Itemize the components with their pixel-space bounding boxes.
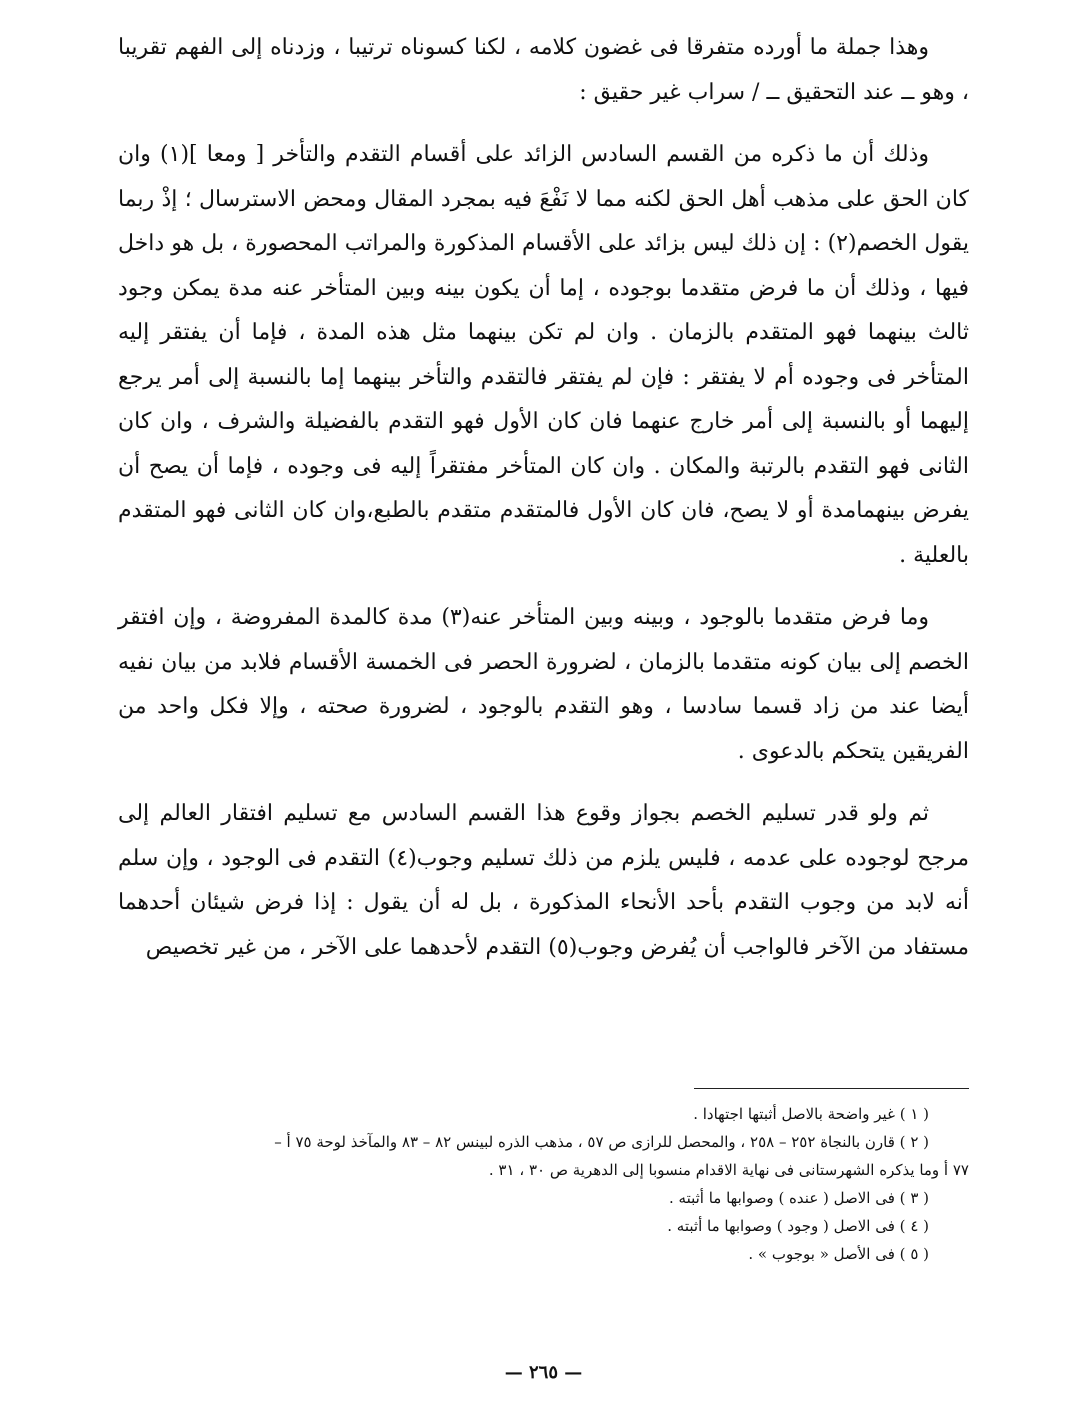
paragraph-1: وهذا جملة ما أورده متفرقا فى غضون كلامه ، لكنا كسوناه ترتيبا ، وزدناه إلى الفهم تقريبا ، وهو ــ عند التحقيق ــ / سراب غير حقيق : <box>118 35 969 105</box>
footnote-separator <box>694 1088 969 1089</box>
page-number: — ٢٦٥ — <box>504 1362 583 1383</box>
paragraph-3: وما فرض متقدما بالوجود ، وبينه وبين المتأخر عنه(٣) مدة كالمدة المفروضة ، وإن افتقر الخصم إلى بيان كونه متقدما بالزمان ، لضرورة الحصر فى الخمسة الأقسام فلابد من بيان نفيه أيضا عند من زاد قسما سادسا ، وهو التقدم بالوجود ، لضرورة صحته ، وإلا فكل واحد من الفريقين يتحكم بالدعوى . <box>118 605 969 764</box>
footnote-2-continuation: ٧٧ أ وما يذكره الشهرستانى فى نهاية الاقدام منسوبا إلى الدهرية ص ٣٠ ، ٣١ . <box>488 1161 969 1179</box>
footnote-1: ( ١ ) غير واضحة بالاصل أثبتها اجتهادا . <box>693 1105 929 1123</box>
footnote-2: ( ٢ ) قارن بالنجاة ٢٥٢ – ٢٥٨ ، والمحصل للرازى ص ٥٧ ، مذهب الذره لبينس ٨٢ – ٨٣ والمآخذ لوحة ٧٥ أ – <box>274 1133 929 1151</box>
footnote-3: ( ٣ ) فى الاصل ( عنده ) وصوابها ما أثبته . <box>669 1189 929 1207</box>
main-text <box>118 26 969 988</box>
footnotes <box>100 1100 969 1268</box>
footnote-5: ( ٥ ) فى الأصل « بوجوب » . <box>748 1245 929 1263</box>
footnote-4: ( ٤ ) فى الاصل ( وجود ) وصوابها ما أثبته . <box>667 1217 929 1235</box>
paragraph-2: وذلك أن ما ذكره من القسم السادس الزائد على أقسام التقدم والتأخر [ ومعا ](١) وان كان الحق على مذهب أهل الحق لكنه مما لا نَفْعَ فيه بمجرد المقال ومحض الاسترسال ؛ إذْ ربما يقول الخصم(٢) : إن ذلك ليس بزائد على الأقسام المذكورة والمراتب المحصورة ، بل هو داخل فيها ، وذلك أن ما فرض متقدما بوجوده ، إما أن يكون بينه وبين المتأخر عنه مدة يمكن وجود ثالث بينهما فهو المتقدم بالزمان . وان لم تكن بينهما مثل هذه المدة ، فإما أن يفتقر إليه المتأخر فى وجوده أم لا يفتقر : فإن لم يفتقر فالتقدم والتأخر بينهما إما بالنسبة إلى أمر يرجع إليهما أو بالنسبة إلى أمر خارج عنهما فان كان الأول فهو التقدم بالفضيلة والشرف ، وان كان الثانى فهو التقدم بالرتبة والمكان . وان كان المتأخر مفتقراً إليه فى وجوده ، فإما أن يصح أن يفرض بينهمامدة أو لا يصح، فان كان الأول فالمتقدم متقدم بالطبع،وان كان الثانى فهو المتقدم بالعلية . <box>118 142 969 568</box>
paragraph-4: ثم ولو قدر تسليم الخصم بجواز وقوع هذا القسم السادس مع تسليم افتقار العالم إلى مرجح لوجوده على عدمه ، فليس يلزم من ذلك تسليم وجوب(٤) التقدم فى الوجود ، وإن سلم أنه لابد من وجوب التقدم بأحد الأنحاء المذكورة ، بل له أن يقول : إذا فرض شيئان أحدهما مستفاد من الآخر فالواجب أن يُفرض وجوب(٥) التقدم لأحدهما على الآخر ، من غير تخصيص <box>118 801 969 960</box>
